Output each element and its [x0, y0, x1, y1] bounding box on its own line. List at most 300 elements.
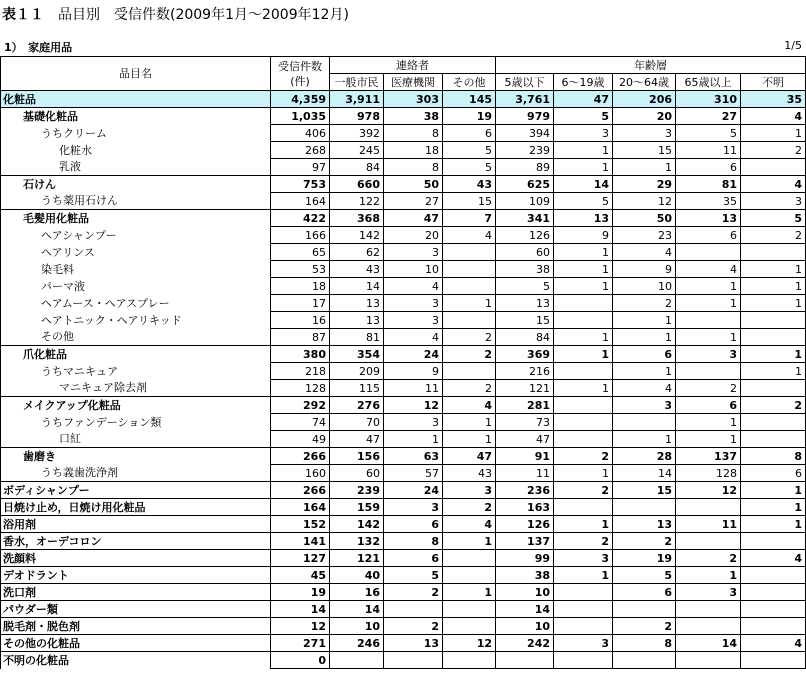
- row-value: [554, 363, 613, 380]
- row-value: 3,761: [496, 91, 554, 108]
- table-row: [1, 329, 806, 346]
- row-item-name: 浴用剤: [1, 516, 271, 533]
- row-value: 4: [384, 329, 443, 346]
- row-value: [330, 652, 384, 669]
- row-item-name: マニキュア除去剤: [1, 380, 271, 397]
- row-value: 12: [271, 618, 330, 635]
- table-row: [1, 482, 806, 499]
- row-value: 13: [330, 312, 384, 329]
- row-value: 4: [613, 244, 676, 261]
- row-value: 10: [496, 584, 554, 601]
- row-value: 6: [741, 465, 806, 482]
- row-value: 20: [613, 108, 676, 125]
- row-value: 242: [496, 635, 554, 652]
- row-item-name: 石けん: [1, 176, 271, 193]
- row-value: [443, 312, 496, 329]
- row-value: 2: [741, 142, 806, 159]
- table-row: [1, 193, 806, 210]
- row-item-name: その他の化粧品: [1, 635, 271, 652]
- row-value: 19: [443, 108, 496, 125]
- row-value: 354: [330, 346, 384, 363]
- row-value: [741, 567, 806, 584]
- row-value: 3: [384, 244, 443, 261]
- row-value: 3: [554, 550, 613, 567]
- header-age-unknown: 不明: [741, 74, 806, 91]
- row-value: 4: [384, 278, 443, 295]
- row-value: [741, 618, 806, 635]
- table-row: [1, 567, 806, 584]
- table-row: [1, 516, 806, 533]
- row-value: 84: [330, 159, 384, 176]
- row-value: 4: [443, 516, 496, 533]
- row-item-name: 香水，オーデコロン: [1, 533, 271, 550]
- row-value: [741, 533, 806, 550]
- row-item-name: ヘアリンス: [1, 244, 271, 261]
- row-value: 11: [496, 465, 554, 482]
- row-value: 16: [330, 584, 384, 601]
- row-value: 753: [271, 176, 330, 193]
- row-value: 281: [496, 397, 554, 414]
- row-value: 3: [613, 125, 676, 142]
- table-row: [1, 499, 806, 516]
- row-value: 1: [443, 414, 496, 431]
- row-value: 3: [676, 584, 741, 601]
- row-value: 216: [496, 363, 554, 380]
- row-value: 1: [741, 516, 806, 533]
- row-value: 122: [330, 193, 384, 210]
- table-row: [1, 108, 806, 125]
- row-value: [554, 431, 613, 448]
- row-value: 14: [330, 278, 384, 295]
- row-value: 1: [741, 482, 806, 499]
- row-item-name: 毛髪用化粧品: [1, 210, 271, 227]
- header-item-name: 品目名: [1, 57, 271, 91]
- row-item-name: 染毛料: [1, 261, 271, 278]
- row-value: [741, 584, 806, 601]
- row-value: 3: [384, 414, 443, 431]
- row-item-name: 基礎化粧品: [1, 108, 271, 125]
- header-age-6-19: 6～19歳: [554, 74, 613, 91]
- row-value: 1: [443, 295, 496, 312]
- table-row: [1, 91, 806, 108]
- row-value: 8: [384, 533, 443, 550]
- table-row: [1, 363, 806, 380]
- row-value: 1: [554, 142, 613, 159]
- page-number: 1/5: [784, 39, 802, 52]
- row-value: 303: [384, 91, 443, 108]
- row-value: 3: [384, 295, 443, 312]
- row-value: 2: [443, 499, 496, 516]
- row-value: 14: [613, 465, 676, 482]
- row-value: 1: [554, 244, 613, 261]
- row-value: 6: [676, 159, 741, 176]
- row-value: 1,035: [271, 108, 330, 125]
- row-value: 246: [330, 635, 384, 652]
- row-value: 4: [741, 176, 806, 193]
- row-value: 1: [676, 414, 741, 431]
- row-value: 2: [554, 533, 613, 550]
- row-value: 43: [330, 261, 384, 278]
- row-value: 2: [613, 295, 676, 312]
- row-value: 128: [676, 465, 741, 482]
- row-value: 1: [676, 278, 741, 295]
- row-value: 47: [443, 448, 496, 465]
- row-value: 166: [271, 227, 330, 244]
- header-contact: 連絡者: [330, 57, 496, 74]
- row-value: [384, 601, 443, 618]
- row-item-name: うちファンデーション類: [1, 414, 271, 431]
- row-value: 660: [330, 176, 384, 193]
- row-value: [443, 550, 496, 567]
- row-item-name: うちクリーム: [1, 125, 271, 142]
- row-value: 218: [271, 363, 330, 380]
- row-value: [554, 618, 613, 635]
- header-contact-public: 一般市民: [330, 74, 384, 91]
- row-value: 1: [741, 499, 806, 516]
- row-item-name: 日焼け止め，日焼け用化粧品: [1, 499, 271, 516]
- table-row: [1, 601, 806, 618]
- row-value: 1: [384, 431, 443, 448]
- row-value: 38: [496, 261, 554, 278]
- row-value: 1: [554, 329, 613, 346]
- row-value: 40: [330, 567, 384, 584]
- row-value: 12: [676, 482, 741, 499]
- row-value: [741, 329, 806, 346]
- row-value: [554, 601, 613, 618]
- table-row: [1, 652, 806, 669]
- row-value: 15: [613, 482, 676, 499]
- row-item-name: 乳液: [1, 159, 271, 176]
- row-value: 15: [496, 312, 554, 329]
- row-value: 27: [676, 108, 741, 125]
- row-value: [676, 244, 741, 261]
- row-value: 4: [676, 261, 741, 278]
- table-row: [1, 278, 806, 295]
- row-value: 2: [443, 329, 496, 346]
- row-value: [741, 414, 806, 431]
- row-value: 15: [613, 142, 676, 159]
- row-value: 1: [443, 584, 496, 601]
- row-value: 16: [271, 312, 330, 329]
- row-value: 121: [496, 380, 554, 397]
- row-value: 1: [741, 363, 806, 380]
- row-value: 6: [676, 227, 741, 244]
- table-row: [1, 210, 806, 227]
- row-value: 29: [613, 176, 676, 193]
- row-value: 10: [496, 618, 554, 635]
- row-value: 3,911: [330, 91, 384, 108]
- row-value: 2: [613, 618, 676, 635]
- row-value: 47: [554, 91, 613, 108]
- section-subtitle: 1） 家庭用品: [4, 41, 73, 54]
- row-item-name: うちマニキュア: [1, 363, 271, 380]
- row-value: 1: [676, 431, 741, 448]
- table-row: [1, 159, 806, 176]
- row-item-name: パウダー類: [1, 601, 271, 618]
- row-value: 1: [741, 278, 806, 295]
- row-value: 0: [271, 652, 330, 669]
- row-value: 84: [496, 329, 554, 346]
- row-value: 89: [496, 159, 554, 176]
- row-item-name: メイクアップ化粧品: [1, 397, 271, 414]
- row-value: 1: [554, 278, 613, 295]
- row-value: 62: [330, 244, 384, 261]
- data-table: [0, 56, 806, 669]
- table-body: [1, 91, 806, 669]
- table-row: [1, 227, 806, 244]
- row-value: 50: [613, 210, 676, 227]
- row-value: 2: [741, 397, 806, 414]
- row-item-name: 爪化粧品: [1, 346, 271, 363]
- table-row: [1, 431, 806, 448]
- table-row: [1, 465, 806, 482]
- row-value: 5: [443, 159, 496, 176]
- row-value: 13: [613, 516, 676, 533]
- row-value: [554, 312, 613, 329]
- row-value: 6: [676, 397, 741, 414]
- table-row: [1, 346, 806, 363]
- table-row: [1, 176, 806, 193]
- row-value: 1: [613, 329, 676, 346]
- row-value: 132: [330, 533, 384, 550]
- row-value: 8: [613, 635, 676, 652]
- row-value: 13: [676, 210, 741, 227]
- table-title-text: 品目別 受信件数(2009年1月～2009年12月): [44, 7, 349, 23]
- row-value: 292: [271, 397, 330, 414]
- table-row: [1, 584, 806, 601]
- row-item-name: デオドラント: [1, 567, 271, 584]
- row-value: 43: [443, 176, 496, 193]
- table-row: [1, 550, 806, 567]
- row-value: 49: [271, 431, 330, 448]
- row-item-name: ヘアムース・ヘアスプレー: [1, 295, 271, 312]
- row-value: 310: [676, 91, 741, 108]
- row-value: 3: [676, 346, 741, 363]
- row-value: 3: [741, 193, 806, 210]
- row-value: 2: [676, 550, 741, 567]
- row-value: 91: [496, 448, 554, 465]
- row-value: 1: [443, 431, 496, 448]
- row-value: 3: [554, 635, 613, 652]
- row-value: 1: [741, 295, 806, 312]
- row-value: 35: [741, 91, 806, 108]
- row-value: 38: [384, 108, 443, 125]
- row-value: [741, 431, 806, 448]
- row-value: [613, 414, 676, 431]
- row-value: [443, 618, 496, 635]
- row-item-name: ヘアシャンプー: [1, 227, 271, 244]
- row-value: 160: [271, 465, 330, 482]
- row-value: 99: [496, 550, 554, 567]
- row-value: 87: [271, 329, 330, 346]
- header-contact-other: その他: [443, 74, 496, 91]
- table-row: [1, 312, 806, 329]
- row-item-name: ボディシャンプー: [1, 482, 271, 499]
- row-value: 239: [330, 482, 384, 499]
- row-value: 1: [554, 465, 613, 482]
- row-value: 1: [554, 261, 613, 278]
- row-item-name: うち薬用石けん: [1, 193, 271, 210]
- row-value: 369: [496, 346, 554, 363]
- table-row: [1, 618, 806, 635]
- row-value: 3: [384, 312, 443, 329]
- row-value: 392: [330, 125, 384, 142]
- row-value: 142: [330, 227, 384, 244]
- row-value: [443, 652, 496, 669]
- row-value: 23: [613, 227, 676, 244]
- table-row: [1, 414, 806, 431]
- row-value: 268: [271, 142, 330, 159]
- row-value: 47: [496, 431, 554, 448]
- row-value: [554, 414, 613, 431]
- row-value: 17: [271, 295, 330, 312]
- row-value: 9: [384, 363, 443, 380]
- row-value: 45: [271, 567, 330, 584]
- row-value: 137: [676, 448, 741, 465]
- row-item-name: うち義歯洗浄剤: [1, 465, 271, 482]
- row-value: 20: [384, 227, 443, 244]
- row-item-name: 脱毛剤・脱色剤: [1, 618, 271, 635]
- row-value: 43: [443, 465, 496, 482]
- row-value: 159: [330, 499, 384, 516]
- row-item-name: 化粧品: [1, 91, 271, 108]
- row-value: 7: [443, 210, 496, 227]
- row-value: 109: [496, 193, 554, 210]
- row-value: 1: [613, 363, 676, 380]
- row-value: 4: [613, 380, 676, 397]
- row-value: 2: [613, 533, 676, 550]
- row-value: [676, 499, 741, 516]
- row-value: 73: [496, 414, 554, 431]
- row-value: 6: [443, 125, 496, 142]
- row-value: 1: [741, 125, 806, 142]
- table-row: [1, 295, 806, 312]
- table-row: [1, 244, 806, 261]
- row-value: 18: [271, 278, 330, 295]
- row-value: 14: [496, 601, 554, 618]
- row-value: 394: [496, 125, 554, 142]
- row-value: 127: [271, 550, 330, 567]
- row-value: 979: [496, 108, 554, 125]
- row-value: 2: [443, 380, 496, 397]
- row-value: 271: [271, 635, 330, 652]
- row-value: 4: [443, 227, 496, 244]
- row-value: 2: [741, 227, 806, 244]
- row-value: 368: [330, 210, 384, 227]
- table-row: [1, 380, 806, 397]
- row-value: 12: [384, 397, 443, 414]
- row-value: 5: [676, 125, 741, 142]
- row-value: 11: [676, 142, 741, 159]
- row-item-name: 化粧水: [1, 142, 271, 159]
- row-value: 141: [271, 533, 330, 550]
- row-value: 5: [443, 142, 496, 159]
- row-value: 1: [676, 329, 741, 346]
- row-value: 1: [554, 516, 613, 533]
- row-item-name: 洗顔料: [1, 550, 271, 567]
- row-value: 19: [271, 584, 330, 601]
- row-value: 3: [384, 499, 443, 516]
- row-value: 50: [384, 176, 443, 193]
- row-value: 5: [554, 108, 613, 125]
- row-value: 2: [384, 618, 443, 635]
- row-value: 6: [613, 346, 676, 363]
- row-value: 1: [554, 567, 613, 584]
- row-value: [741, 312, 806, 329]
- row-value: 13: [496, 295, 554, 312]
- row-value: 2: [554, 482, 613, 499]
- table-row: [1, 635, 806, 652]
- row-item-name: ヘアトニック・ヘアリキッド: [1, 312, 271, 329]
- row-value: 8: [384, 159, 443, 176]
- row-value: [554, 652, 613, 669]
- row-value: 3: [613, 397, 676, 414]
- row-value: 2: [384, 584, 443, 601]
- row-value: 11: [384, 380, 443, 397]
- row-value: 137: [496, 533, 554, 550]
- row-item-name: その他: [1, 329, 271, 346]
- row-value: 1: [554, 346, 613, 363]
- row-value: 164: [271, 193, 330, 210]
- row-value: 380: [271, 346, 330, 363]
- row-value: 5: [384, 567, 443, 584]
- row-value: [613, 499, 676, 516]
- row-value: 1: [741, 346, 806, 363]
- row-value: 60: [496, 244, 554, 261]
- row-value: 12: [613, 193, 676, 210]
- header-total-label: 受信件数: [278, 59, 322, 73]
- row-value: 10: [330, 618, 384, 635]
- row-value: 1: [613, 159, 676, 176]
- row-value: 9: [613, 261, 676, 278]
- row-value: 9: [554, 227, 613, 244]
- row-value: [554, 499, 613, 516]
- row-value: 10: [613, 278, 676, 295]
- row-value: 3: [554, 125, 613, 142]
- row-value: 422: [271, 210, 330, 227]
- row-value: 35: [676, 193, 741, 210]
- row-value: 1: [613, 431, 676, 448]
- row-value: 11: [676, 516, 741, 533]
- row-value: 1: [554, 159, 613, 176]
- row-value: 97: [271, 159, 330, 176]
- row-value: 6: [613, 584, 676, 601]
- row-value: 74: [271, 414, 330, 431]
- row-value: 47: [330, 431, 384, 448]
- row-value: 1: [741, 261, 806, 278]
- row-value: 209: [330, 363, 384, 380]
- row-value: [554, 397, 613, 414]
- row-value: [443, 567, 496, 584]
- header-total: [271, 57, 330, 91]
- row-value: 14: [676, 635, 741, 652]
- table-row: [1, 142, 806, 159]
- row-value: 978: [330, 108, 384, 125]
- row-value: 266: [271, 448, 330, 465]
- row-value: 19: [613, 550, 676, 567]
- table-title: [2, 4, 349, 24]
- row-value: 27: [384, 193, 443, 210]
- row-value: 1: [613, 312, 676, 329]
- table-number: 表１１: [2, 7, 44, 23]
- header-age-65plus: 65歳以上: [676, 74, 741, 91]
- row-value: 13: [384, 635, 443, 652]
- row-value: 2: [676, 380, 741, 397]
- row-value: 1: [443, 533, 496, 550]
- row-item-name: 口紅: [1, 431, 271, 448]
- row-value: 57: [384, 465, 443, 482]
- row-value: 47: [384, 210, 443, 227]
